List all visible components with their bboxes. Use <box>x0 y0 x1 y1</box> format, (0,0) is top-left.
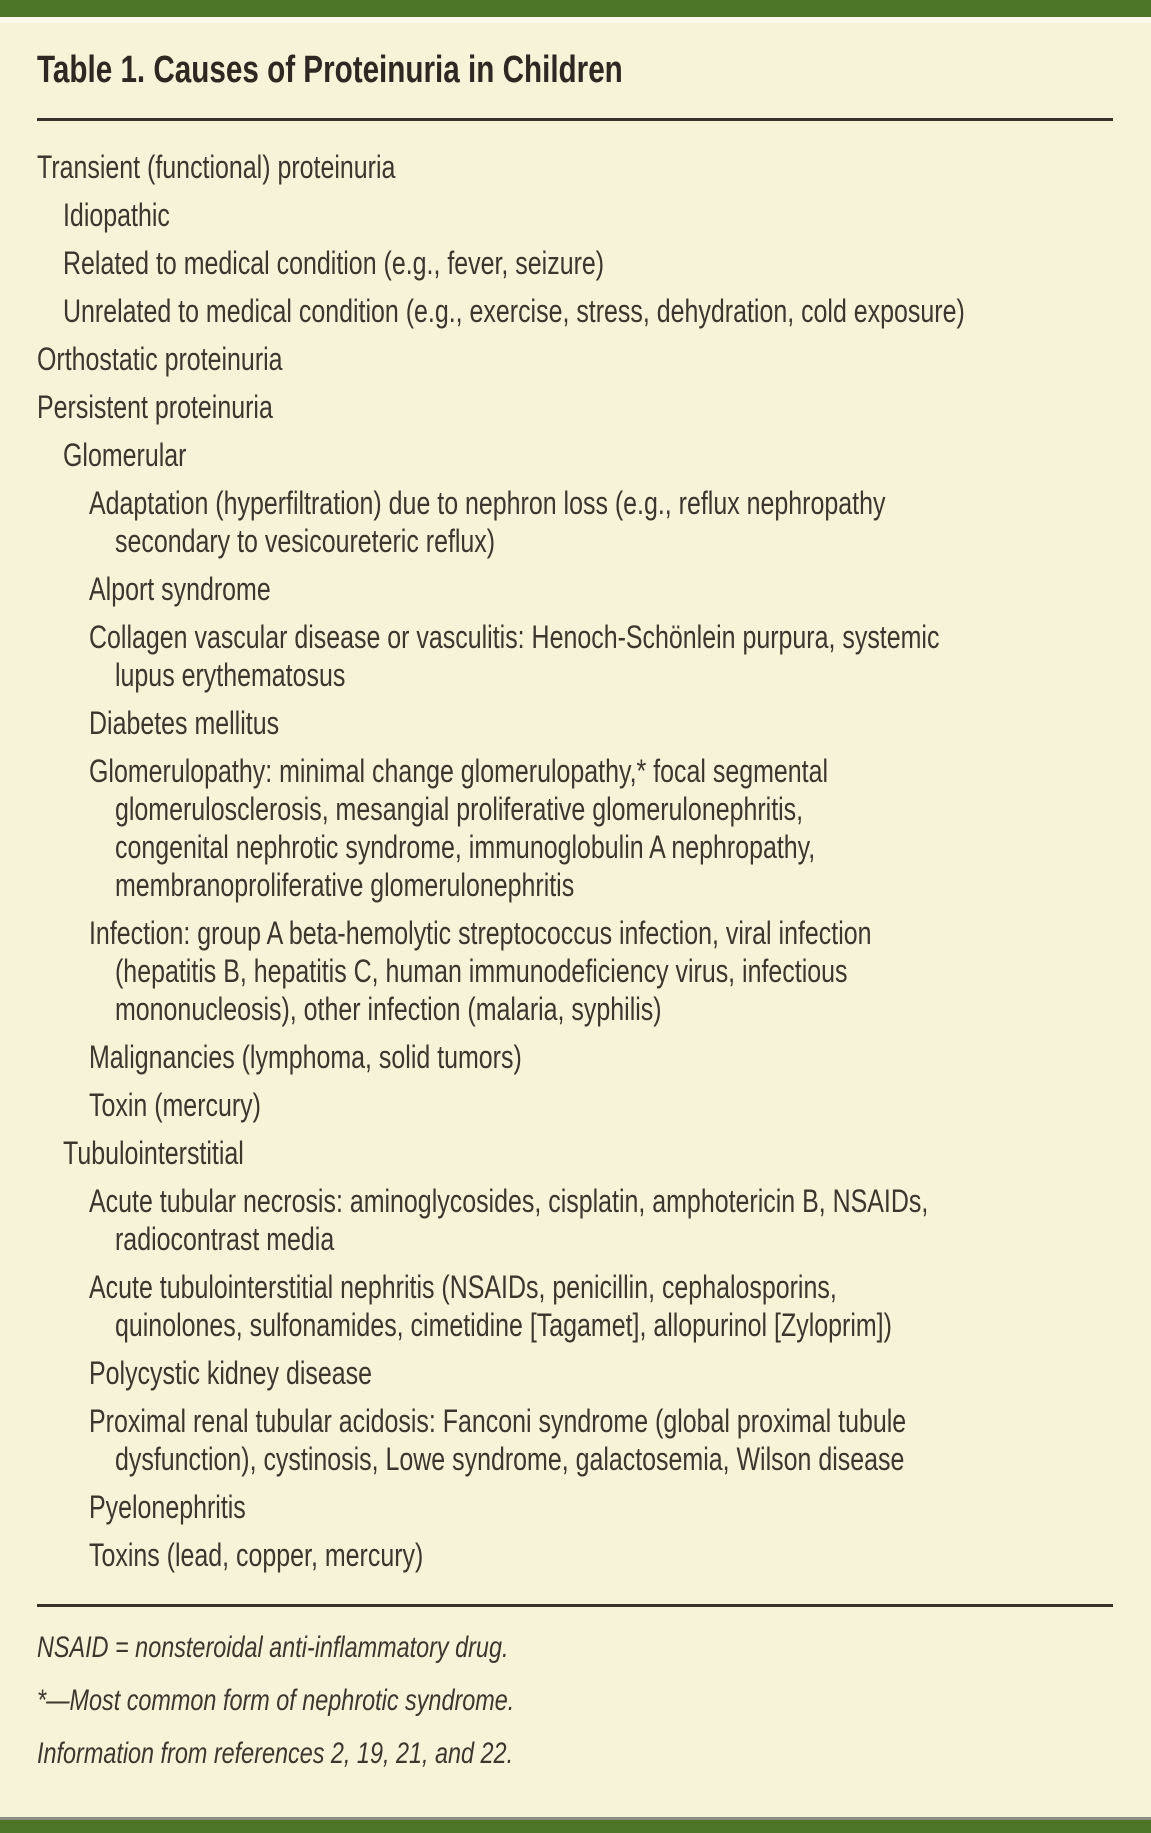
list-item-text: Orthostatic proteinuria <box>37 341 283 377</box>
list-item-line <box>37 656 1113 694</box>
list-item-line <box>37 148 1113 186</box>
list-item-text: secondary to vesicoureteric reflux) <box>115 523 496 559</box>
list-item-text: dysfunction), cystinosis, Lowe syndrome, galactosemia, Wilson disease <box>115 1441 905 1477</box>
bottom-accent-bar <box>0 1817 1151 1833</box>
list-item-line <box>37 1536 1113 1574</box>
list-item-line <box>37 952 1113 990</box>
list-item-line <box>37 340 1113 378</box>
list-item-text: Glomerulopathy: minimal change glomerulopathy,* focal segmental <box>89 753 829 789</box>
footnote-text: *—Most common form of nephrotic syndrome. <box>37 1684 515 1717</box>
list-item-line <box>37 436 1113 474</box>
list-item-text: Adaptation (hyperfiltration) due to nephron loss (e.g., reflux nephropathy <box>89 485 886 521</box>
list-item-line <box>37 388 1113 426</box>
list-item-text: Infection: group A beta-hemolytic streptococcus infection, viral infection <box>89 915 872 951</box>
footnote-rule <box>37 1604 1113 1607</box>
footnote-text: Information from references 2, 19, 21, and 22. <box>37 1737 514 1770</box>
list-item-line <box>37 866 1113 904</box>
list-item-text: Acute tubulointerstitial nephritis (NSAIDs, penicillin, cephalosporins, <box>89 1269 837 1305</box>
list-item-text: (hepatitis B, hepatitis C, human immunodeficiency virus, infectious <box>115 953 848 989</box>
list-item-text: mononucleosis), other infection (malaria, syphilis) <box>115 991 662 1027</box>
list-item-text: Glomerular <box>63 437 187 473</box>
footnote-line <box>37 1629 1113 1667</box>
footnote-text: NSAID = nonsteroidal anti-inflammatory drug. <box>37 1631 509 1664</box>
list-item-line <box>37 1440 1113 1478</box>
list-item-text: Diabetes mellitus <box>89 705 280 741</box>
list-item-text: radiocontrast media <box>115 1221 335 1257</box>
table-content <box>0 47 1151 1773</box>
list-item-text: Polycystic kidney disease <box>89 1355 373 1391</box>
list-item-line <box>37 790 1113 828</box>
top-accent-bar <box>0 0 1151 17</box>
list-item-text: Collagen vascular disease or vasculitis: Henoch-Schönlein purpura, systemic <box>89 619 940 655</box>
list-item-line <box>37 1134 1113 1172</box>
list-item-text: membranoproliferative glomerulonephritis <box>115 867 575 903</box>
list-item-line <box>37 618 1113 656</box>
list-item-line <box>37 292 1113 330</box>
list-item-line <box>37 1182 1113 1220</box>
title-rule <box>37 118 1113 121</box>
list-item-text: Pyelonephritis <box>89 1489 246 1525</box>
list-item-text: congenital nephrotic syndrome, immunoglobulin A nephropathy, <box>115 829 816 865</box>
list-item-text: glomerulosclerosis, mesangial proliferative glomerulonephritis, <box>115 791 804 827</box>
list-item-line <box>37 1354 1113 1392</box>
list-item-text: quinolones, sulfonamides, cimetidine [Tagamet], allopurinol [Zyloprim]) <box>115 1307 892 1343</box>
list-item-line <box>37 828 1113 866</box>
list-item-line <box>37 1220 1113 1258</box>
list-item-line <box>37 244 1113 282</box>
list-item-text: Tubulointerstitial <box>63 1135 244 1171</box>
list-item-line <box>37 1306 1113 1344</box>
list-item-line <box>37 196 1113 234</box>
list-item-line <box>37 484 1113 522</box>
list-item-text: Toxin (mercury) <box>89 1087 261 1123</box>
top-bar-gap <box>0 17 1151 23</box>
list-item-text: Malignancies (lymphoma, solid tumors) <box>89 1039 522 1075</box>
list-item-text: Idiopathic <box>63 197 170 233</box>
list-item-line <box>37 704 1113 742</box>
list-item-text: Persistent proteinuria <box>37 389 273 425</box>
list-item-line <box>37 1268 1113 1306</box>
footnote-line <box>37 1735 1113 1773</box>
cause-list <box>37 148 1113 1574</box>
list-item-line <box>37 1488 1113 1526</box>
list-item-line <box>37 1086 1113 1124</box>
table-title <box>37 47 1113 93</box>
list-item-text: Related to medical condition (e.g., fever, seizure) <box>63 245 605 281</box>
list-item-line <box>37 1038 1113 1076</box>
footnote-line <box>37 1682 1113 1720</box>
table-title-text: Table 1. Causes of Proteinuria in Children <box>37 49 623 91</box>
list-item-line <box>37 522 1113 560</box>
list-item-line <box>37 1402 1113 1440</box>
list-item-text: lupus erythematosus <box>115 657 346 693</box>
list-item-text: Toxins (lead, copper, mercury) <box>89 1537 424 1573</box>
list-item-line <box>37 570 1113 608</box>
list-item-line <box>37 914 1113 952</box>
footnotes <box>37 1629 1113 1773</box>
list-item-line <box>37 752 1113 790</box>
list-item-text: Transient (functional) proteinuria <box>37 149 396 185</box>
list-item-text: Proximal renal tubular acidosis: Fanconi syndrome (global proximal tubule <box>89 1403 907 1439</box>
list-item-line <box>37 990 1113 1028</box>
list-item-text: Alport syndrome <box>89 571 271 607</box>
list-item-text: Unrelated to medical condition (e.g., exercise, stress, dehydration, cold exposure) <box>63 293 965 329</box>
list-item-text: Acute tubular necrosis: aminoglycosides, cisplatin, amphotericin B, NSAIDs, <box>89 1183 929 1219</box>
